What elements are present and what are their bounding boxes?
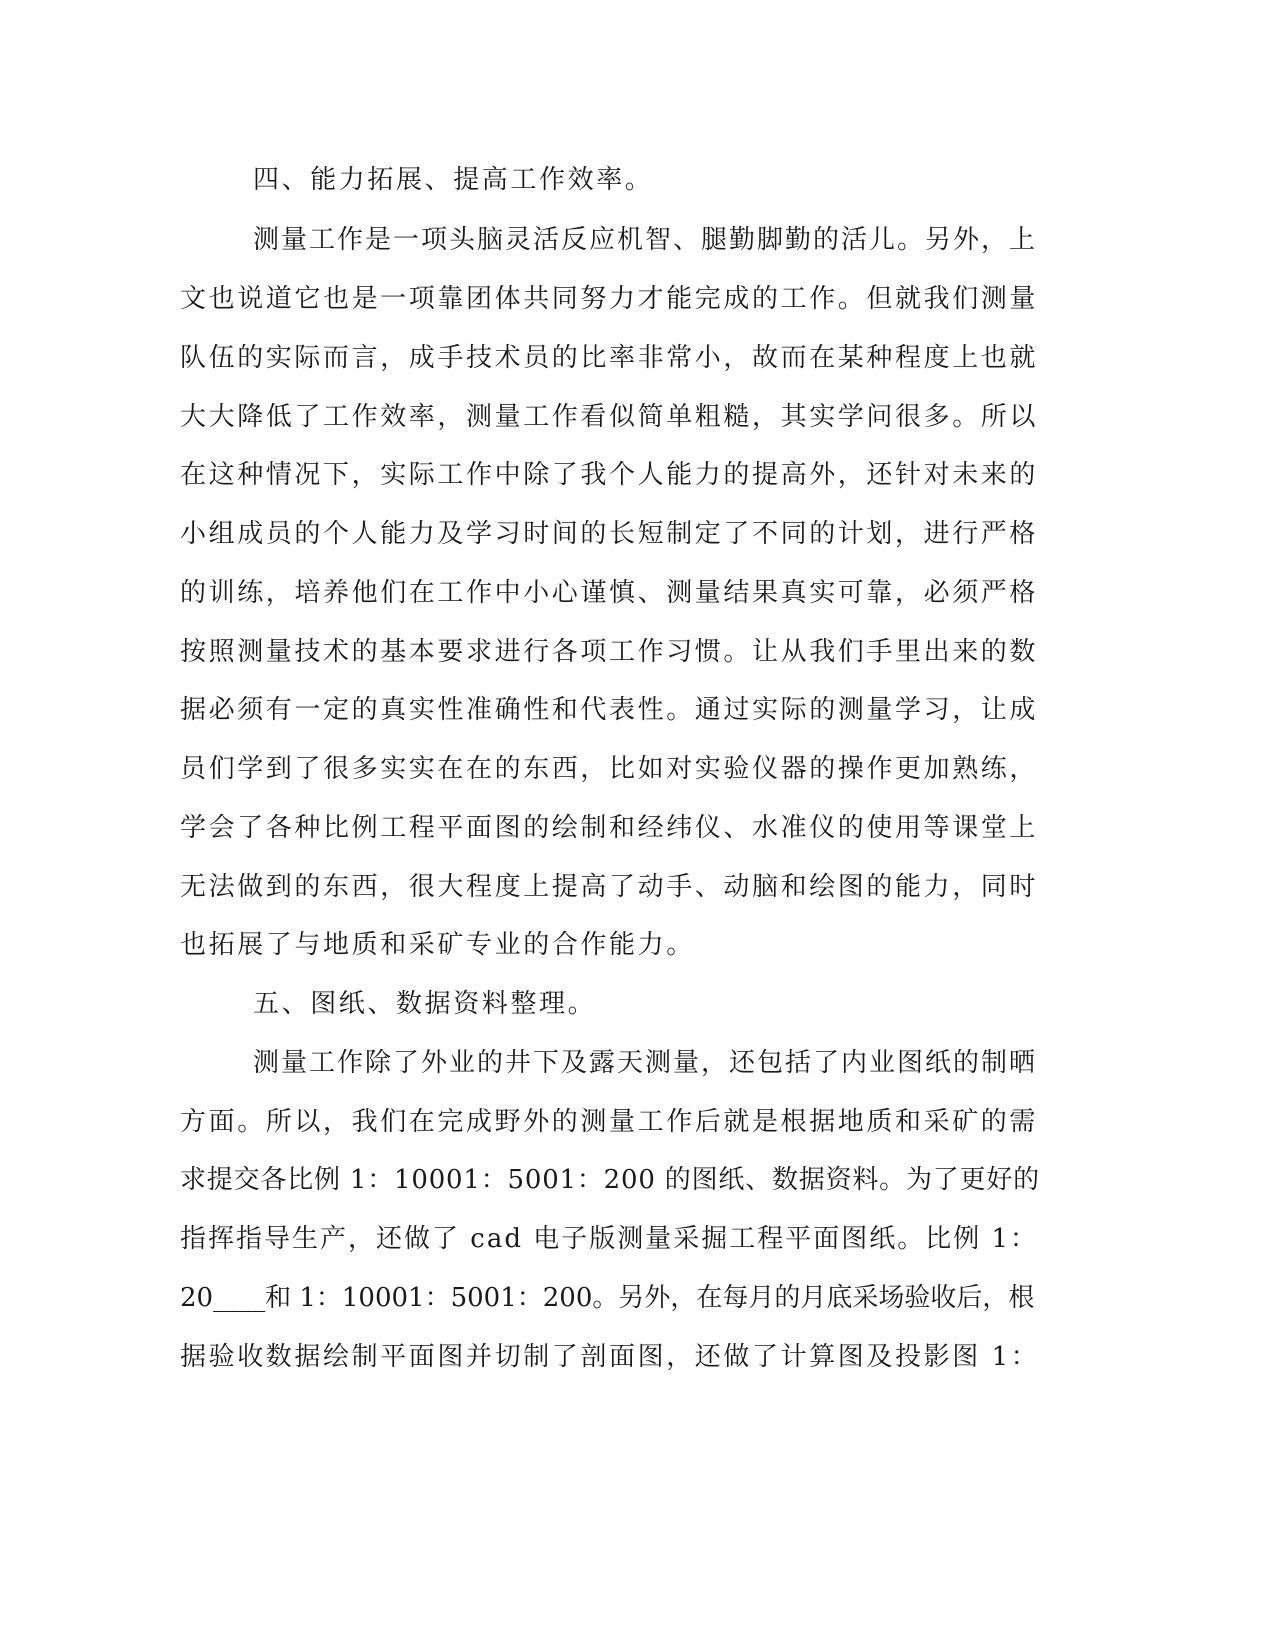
paragraph-line: 指挥指导生产，还做了 cad 电子版测量采掘工程平面图纸。比例 1： xyxy=(180,1224,1039,1254)
paragraph-line: 也拓展了与地质和采矿专业的合作能力。 xyxy=(180,930,695,960)
paragraph-line: 方面。所以，我们在完成野外的测量工作后就是根据地质和采矿的需 xyxy=(180,1107,1039,1137)
paragraph-line: 学会了各种比例工程平面图的绘制和经纬仪、水准仪的使用等课堂上 xyxy=(180,813,1039,843)
section-heading-4: 四、能力拓展、提高工作效率。 xyxy=(253,165,654,195)
paragraph-line: 20____和 1：10001：5001：200。另外，在每月的月底采场验收后，根 xyxy=(180,1283,1035,1313)
paragraph-line: 文也说道它也是一项靠团体共同努力才能完成的工作。但就我们测量 xyxy=(180,284,1039,314)
paragraph-line: 小组成员的个人能力及学习时间的长短制定了不同的计划，进行严格 xyxy=(180,519,1039,549)
paragraph-line: 大大降低了工作效率，测量工作看似简单粗糙，其实学问很多。所以 xyxy=(180,402,1039,432)
paragraph-line: 测量工作是一项头脑灵活反应机智、腿勤脚勤的活儿。另外，上 xyxy=(253,225,1038,255)
paragraph-line: 员们学到了很多实实在在的东西，比如对实验仪器的操作更加熟练， xyxy=(180,754,1039,784)
section-heading-5: 五、图纸、数据资料整理。 xyxy=(253,989,597,1019)
paragraph-line: 据必须有一定的真实性准确性和代表性。通过实际的测量学习，让成 xyxy=(180,695,1039,725)
paragraph-line: 据验收数据绘制平面图并切制了剖面图，还做了计算图及投影图 1： xyxy=(180,1342,1040,1372)
paragraph-line: 求提交各比例 1：10001：5001：200 的图纸、数据资料。为了更好的 xyxy=(180,1165,1040,1195)
paragraph-line: 无法做到的东西，很大程度上提高了动手、动脑和绘图的能力，同时 xyxy=(180,872,1039,902)
paragraph-line: 按照测量技术的基本要求进行各项工作习惯。让从我们手里出来的数 xyxy=(180,637,1039,667)
paragraph-line: 的训练，培养他们在工作中小心谨慎、测量结果真实可靠，必须严格 xyxy=(180,578,1039,608)
paragraph-line: 测量工作除了外业的井下及露天测量，还包括了内业图纸的制晒 xyxy=(253,1048,1038,1078)
paragraph-line: 在这种情况下，实际工作中除了我个人能力的提高外，还针对未来的 xyxy=(180,460,1039,490)
paragraph-line: 队伍的实际而言，成手技术员的比率非常小，故而在某种程度上也就 xyxy=(180,343,1039,373)
